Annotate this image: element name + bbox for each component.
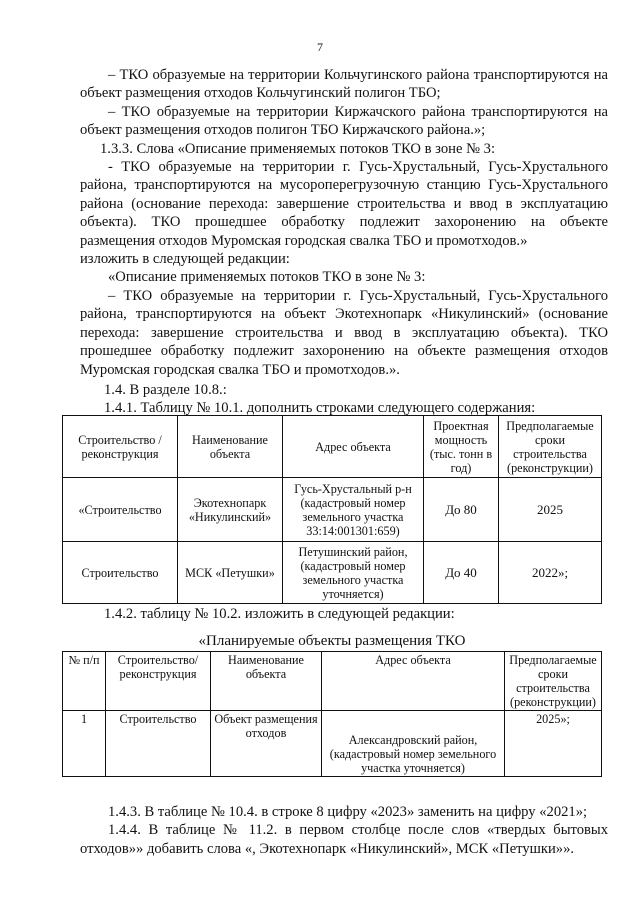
col-header: № п/п [63,652,106,711]
closing-text [80,803,608,858]
intro-text [80,66,608,379]
cell: 2025»; [505,711,602,777]
table2-title: «Планируемые объекты размещения ТКО [198,633,466,649]
col-header: Предполагаемые сроки строительства (реконструкции) [505,652,602,711]
table-row [63,711,602,777]
cell: МСК «Петушки» [178,542,283,604]
table-header-row [63,652,602,711]
section-heading: 1.4. В разделе 10.8.: [104,382,227,398]
table-row [63,542,602,604]
col-header: Адрес объекта [322,652,505,711]
cell: Экотехнопарк «Никулинский» [178,478,283,542]
table1-caption: 1.4.1. Таблицу № 10.1. дополнить строками следующего содержания: [104,400,536,416]
cell: 2022»; [499,542,602,604]
table-row [63,478,602,542]
cell: 1 [63,711,106,777]
cell: До 40 [424,542,499,604]
col-header: Строительство/ реконструкция [106,652,211,711]
paragraph: 1.4.4. В таблице № 11.2. в первом столбце после слов «твердых бытовых отходов»» добавить слова «, Экотехнопарк «Никулинский», МСК «Петушки»». [80,822,608,857]
cell: 2025 [499,478,602,542]
cell: Строительство [106,711,211,777]
cell: «Строительство [63,478,178,542]
table-10-2 [62,651,602,777]
table-10-1 [62,415,602,604]
col-header: Наименование объекта [178,416,283,478]
paragraph: «Описание применяемых потоков ТКО в зоне № 3: [108,269,426,286]
paragraph: – ТКО образуемые на территории Кольчугинского района транспортируются на объект размещения отходов Кольчугинский полигон ТБО; [80,67,608,102]
paragraph: изложить в следующей редакции: [80,251,290,268]
cell: Строительство [63,542,178,604]
paragraph: – ТКО образуемые на территории г. Гусь-Хрустальный, Гусь-Хрустального района, транспортируются на объект Экотехнопарк «Никулинский» (основание перехода: завершение строительства и ввод в эксплуатацию объекта). ТКО прошедшее обработку подлежит захоронению на объекте размещения отходов Муромская городская свалка ТБО и промотходов.». [80,287,608,378]
cell: Объект размещения отходов [211,711,322,777]
paragraph: 1.3.3. Слова «Описание применяемых потоков ТКО в зоне № 3: [100,140,495,157]
cell: До 80 [424,478,499,542]
col-header: Проектная мощность (тыс. тонн в год) [424,416,499,478]
cell: Александровский район, (кадастровый номер земельного участка уточняется) [322,711,505,777]
col-header: Наименование объекта [211,652,322,711]
col-header: Строительство / реконструкция [63,416,178,478]
table2-caption: 1.4.2. таблицу № 10.2. изложить в следующей редакции: [104,606,455,622]
col-header: Предполагаемые сроки строительства (реконструкции) [499,416,602,478]
paragraph: - ТКО образуемые на территории г. Гусь-Хрустальный, Гусь-Хрустального района, транспортируются на мусороперегрузочную станцию Гусь-Хрустального района (основание перехода: завершение строительства и ввод в эксплуатацию объекта). ТКО прошедшее обработку подлежит захоронению на объекте размещения отходов Муромская городская свалка ТБО и промотходов.» [80,159,608,249]
paragraph: – ТКО образуемые на территории Киржачского района транспортируются на объект размещения отходов полигон ТБО Киржачского района.»; [80,103,608,139]
table-header-row [63,416,602,478]
cell: Петушинский район, (кадастровый номер земельного участка уточняется) [283,542,424,604]
page-number: 7 [317,40,323,54]
paragraph: 1.4.3. В таблице № 10.4. в строке 8 цифру «2023» заменить на цифру «2021»; [108,804,588,820]
cell: Гусь-Хрустальный р-н (кадастровый номер земельного участка 33:14:001301:659) [283,478,424,542]
col-header: Адрес объекта [283,416,424,478]
